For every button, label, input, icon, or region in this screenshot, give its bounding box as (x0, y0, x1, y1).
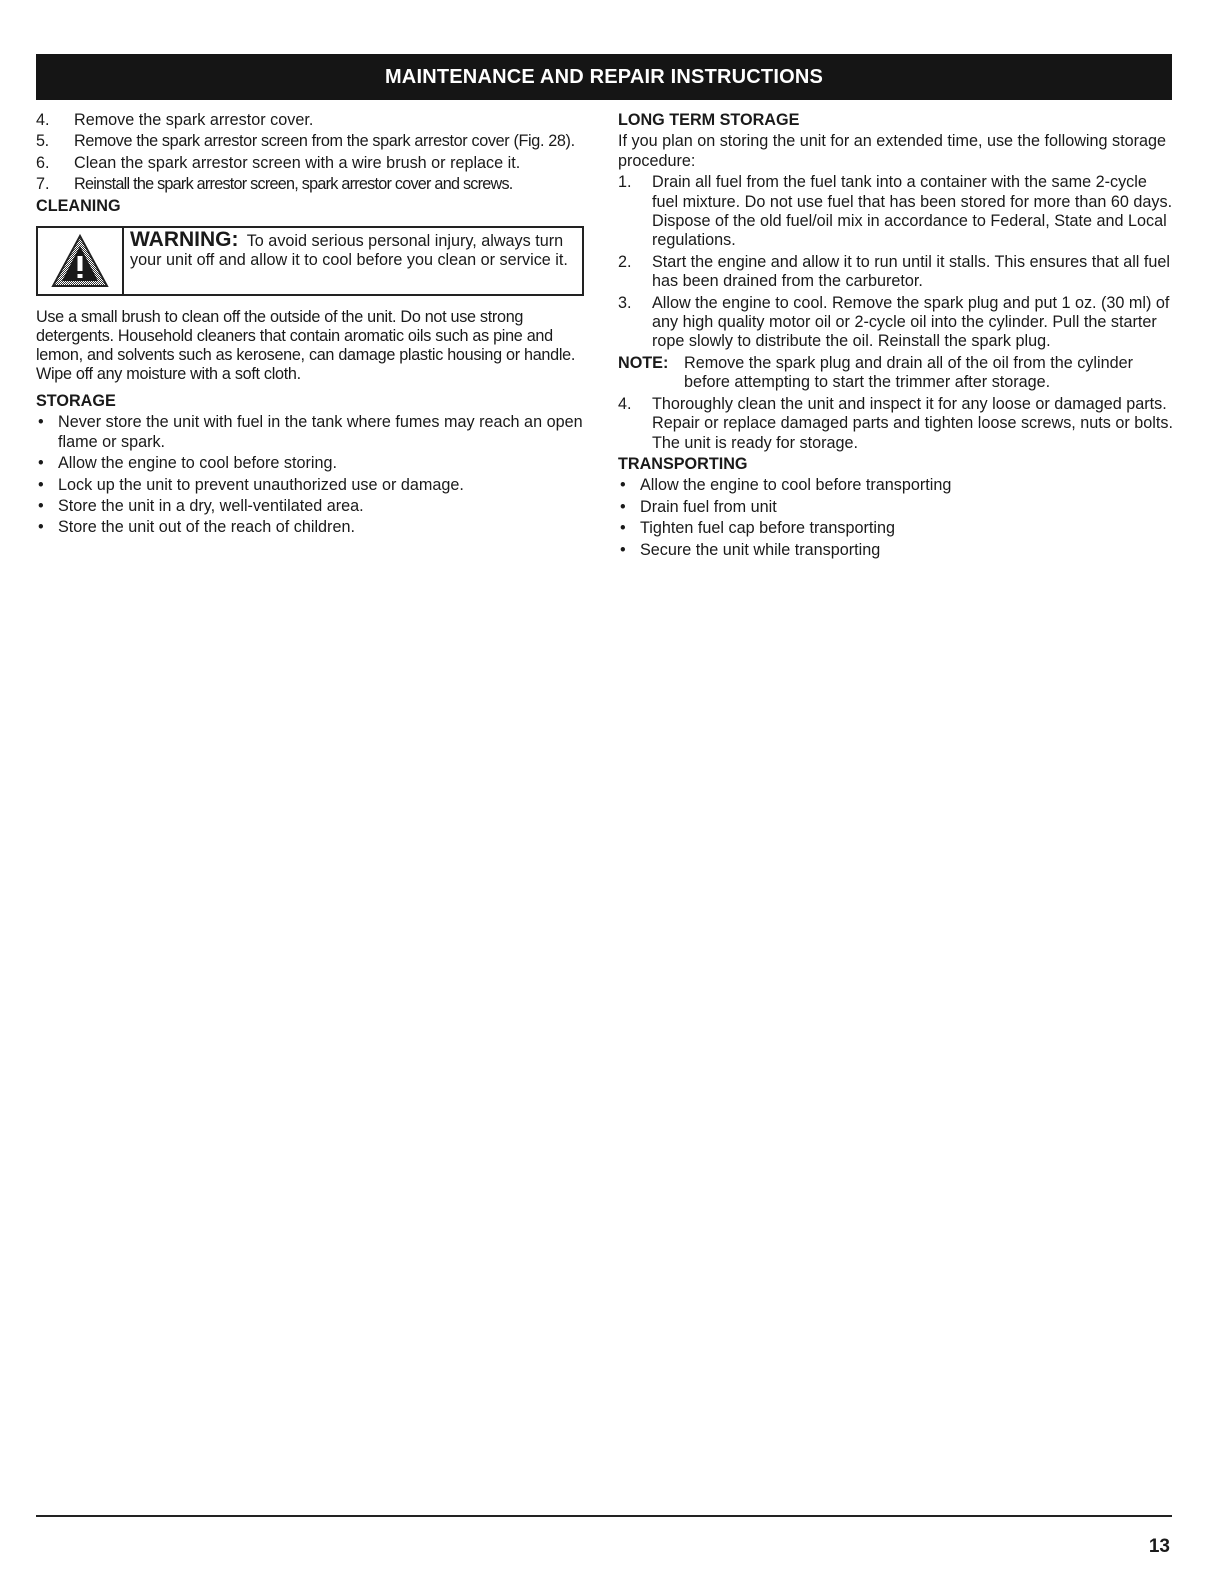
step-item (36, 154, 584, 173)
storage-heading: STORAGE (36, 392, 116, 411)
note-block (618, 354, 1174, 393)
warning-message: To avoid serious personal injury, always turn your unit off and allow it to cool before you clean or service it. (130, 232, 568, 269)
step-item (618, 173, 1174, 251)
step-text: Start the engine and allow it to run until it stalls. This ensures that all fuel has been drained from the carburetor. (652, 252, 1170, 291)
note-label: NOTE: (618, 353, 669, 372)
list-item (36, 413, 584, 452)
list-item-text: Allow the engine to cool before storing. (58, 454, 337, 473)
bullet-icon: • (38, 518, 44, 537)
list-item (36, 518, 584, 537)
warning-box (36, 226, 584, 296)
warning-text-block (124, 228, 582, 294)
step-number: 3. (618, 293, 632, 312)
step-text: Clean the spark arrestor screen with a wire brush or replace it. (74, 153, 521, 172)
storage-list (36, 413, 584, 537)
bullet-icon: • (38, 475, 44, 494)
list-item-text: Tighten fuel cap before transporting (640, 519, 895, 538)
bullet-icon: • (620, 540, 626, 559)
list-item-text: Store the unit in a dry, well-ventilated area. (58, 497, 364, 516)
bullet-icon: • (38, 413, 44, 432)
bullet-icon: • (38, 454, 44, 473)
warning-icon-cell (38, 228, 124, 294)
cleaning-heading: CLEANING (36, 196, 121, 215)
list-item (36, 454, 584, 473)
list-item (36, 476, 584, 495)
step-number: 4. (618, 394, 632, 413)
step-item (618, 253, 1174, 292)
page-number: 13 (1148, 1536, 1170, 1557)
step-number: 5. (36, 132, 49, 151)
step-item (618, 395, 1174, 453)
bullet-icon: • (38, 497, 44, 516)
bullet-icon: • (620, 476, 626, 495)
step-text: Remove the spark arrestor cover. (74, 111, 314, 129)
list-item-text: Allow the engine to cool before transporting (640, 476, 952, 495)
note-text: Remove the spark plug and drain all of the oil from the cylinder before attempting to start the trimmer after storage. (684, 353, 1133, 392)
bullet-icon: • (620, 497, 626, 516)
long-term-storage-heading: LONG TERM STORAGE (618, 111, 800, 129)
list-item-text: Secure the unit while transporting (640, 540, 881, 559)
banner-title: MAINTENANCE AND REPAIR INSTRUCTIONS (384, 66, 824, 88)
transporting-heading: TRANSPORTING (618, 454, 748, 473)
step-number: 1. (618, 173, 632, 192)
step-item (618, 294, 1174, 352)
right-column (618, 111, 1174, 562)
cleaning-paragraph: Use a small brush to clean off the outside of the unit. Do not use strong detergents. Household cleaners that contain aromatic oils such as pine and lemon, and solvents such as kerosene, can damage plastic housing or handle. Wipe off any moisture with a soft cloth. (36, 308, 576, 384)
step-item (36, 111, 584, 130)
long-term-intro: If you plan on storing the unit for an extended time, use the following storage procedure: (618, 132, 1167, 170)
list-item-text: Drain fuel from unit (640, 497, 777, 516)
left-column (36, 111, 584, 540)
footer-divider (36, 1515, 1172, 1517)
step-text: Reinstall the spark arrestor screen, spark arrestor cover and screws. (74, 175, 513, 194)
step-text: Drain all fuel from the fuel tank into a container with the same 2-cycle fuel mixture. Do not use fuel that has been stored for more than 60 days. Dispose of the old fuel/oil mix in accordance to Federal, State and Local regulations. (652, 173, 1173, 250)
step-item (36, 175, 584, 194)
list-item (618, 541, 1174, 560)
bullet-icon: • (620, 519, 626, 538)
step-item (36, 132, 584, 151)
warning-triangle-icon (50, 233, 110, 289)
list-item (618, 476, 1174, 495)
list-item (36, 497, 584, 516)
step-text: Thoroughly clean the unit and inspect it for any loose or damaged parts. Repair or replace damaged parts and tighten loose screws, nuts or bolts. The unit is ready for storage. (652, 394, 1173, 452)
section-banner (36, 54, 1172, 100)
list-item-text: Store the unit out of the reach of children. (58, 518, 355, 537)
list-item (618, 498, 1174, 517)
list-item-text: Lock up the unit to prevent unauthorized use or damage. (58, 475, 464, 494)
step-number: 6. (36, 153, 50, 172)
list-item-text: Never store the unit with fuel in the tank where fumes may reach an open flame or spark. (58, 413, 583, 451)
transporting-list (618, 476, 1174, 560)
step-text: Remove the spark arrestor screen from the spark arrestor cover (Fig. 28). (74, 132, 575, 151)
step-number: 7. (36, 175, 50, 194)
step-number: 2. (618, 252, 632, 271)
step-text: Allow the engine to cool. Remove the spark plug and put 1 oz. (30 ml) of any high quality motor oil or 2-cycle oil into the cylinder. Pull the starter rope slowly to distribute the oil. Reinstall the spark plug. (652, 293, 1170, 351)
warning-label: WARNING: (130, 228, 239, 252)
step-number: 4. (36, 111, 50, 129)
list-item (618, 519, 1174, 538)
